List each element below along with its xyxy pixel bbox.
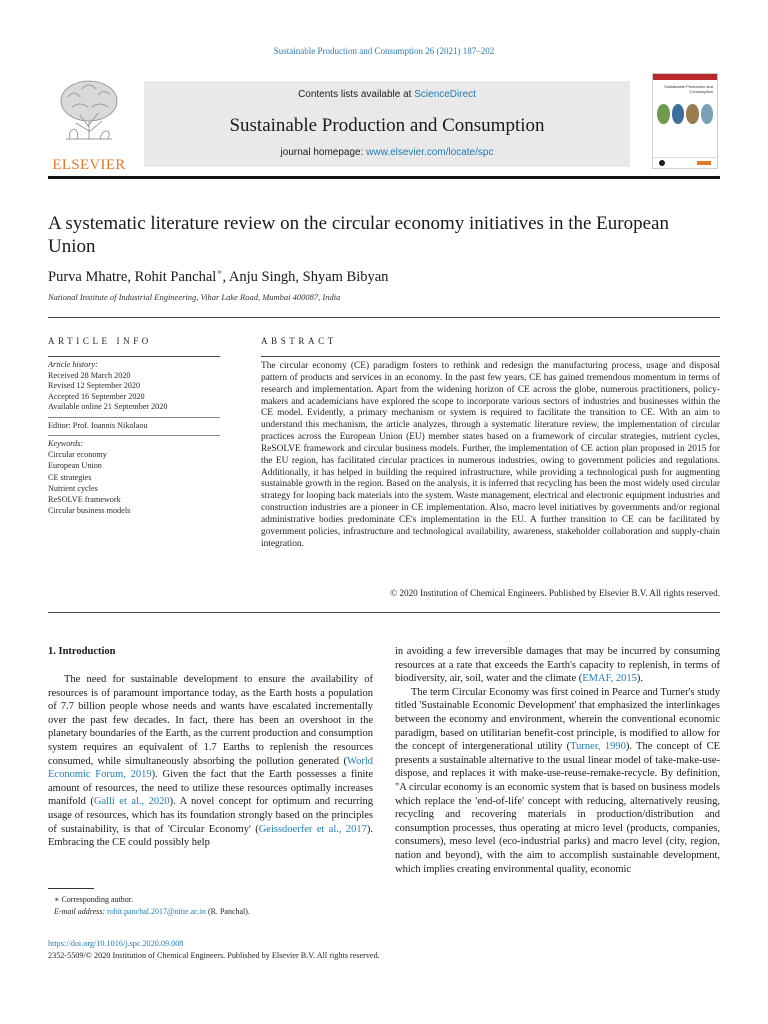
intro-paragraph-2	[395, 686, 720, 876]
cover-top-strip	[653, 74, 717, 80]
title-rule	[48, 317, 720, 318]
contents-line	[144, 89, 630, 100]
cover-image-3	[686, 104, 699, 124]
footnote-email-suffix: (R. Panchal).	[205, 906, 250, 916]
keyword-item: ReSOLVE framework	[48, 495, 121, 505]
citation-world-economic-forum[interactable]: World Economic Forum, 2019	[48, 755, 373, 781]
abstract-heading: ABSTRACT	[261, 336, 337, 346]
article-info-heading: ARTICLE INFO	[48, 336, 152, 346]
keywords-list	[48, 438, 220, 516]
homepage-line	[144, 147, 630, 158]
history-revised: Revised 12 September 2020	[48, 381, 141, 391]
keywords-label: Keywords:	[48, 439, 84, 448]
editor-line: Editor: Prof. Ioannis Nikolaou	[48, 421, 148, 430]
abstract-copyright: © 2020 Institution of Chemical Engineers. Published by Elsevier B.V. All rights reserved.	[390, 588, 720, 598]
cover-title: Sustainable Production and Consumption	[664, 84, 713, 94]
cover-image-2	[672, 104, 685, 124]
intro-text: ). The concept of CE presents a sustainable alternative to the usual linear model of take-make-use-dispose, and replaces it with make-use-reuse-remake-recycle. By definition, "A circular economy is an economic system that is based on business models which replace the 'end-of-life' concept with reducing, alternatively reusing, recycling and recovering materials in production/distribution and consumption processes, thus operating at micro level (products, companies, consumers), meso level (eco-industrial parks) and macro level (city, region, nation and beyond), with the aim to accomplish sustainable development, which implies creating environmental quality, economic	[395, 741, 721, 875]
journal-homepage-link[interactable]: www.elsevier.com/locate/spc	[366, 147, 494, 158]
cover-images	[657, 104, 713, 124]
footnote-email-label: E-mail address:	[54, 906, 106, 916]
citation-galli[interactable]: Galli et al., 2020	[93, 796, 170, 808]
footnote-mark: ∗	[54, 895, 60, 904]
authors-rest: , Anju Singh, Shyam Bibyan	[222, 268, 389, 285]
author-list	[48, 267, 648, 286]
keyword-item: Nutrient cycles	[48, 483, 98, 493]
elsevier-tree-icon	[56, 77, 122, 147]
affiliation: National Institute of Industrial Engineering, Vihar Lake Road, Mumbai 400087, India	[48, 292, 341, 302]
article-info-rule	[48, 356, 220, 357]
journal-cover-thumbnail[interactable]	[652, 73, 718, 169]
elsevier-logo[interactable]	[48, 77, 130, 171]
editor-rule	[48, 435, 220, 436]
issn-copyright: 2352-5509/© 2020 Institution of Chemical Engineers. Published by Elsevier B.V. All rights reserved.	[48, 951, 380, 960]
keyword-item: Circular business models	[48, 506, 131, 516]
author-email-link[interactable]: rohit.panchal.2017@nitie.ac.in	[107, 906, 206, 916]
intro-text: ). Embracing the CE could possibly help	[48, 823, 373, 849]
cover-image-1	[657, 104, 670, 124]
homepage-prefix: journal homepage:	[280, 147, 367, 158]
history-received: Received 28 March 2020	[48, 370, 131, 380]
footnote-corresponding	[54, 894, 354, 906]
abstract-text: The circular economy (CE) paradigm fosters to rethink and redesign the manufacturing process, usage and disposal pattern of products and services in an economy. In the past few years, CE has gained tremendous momentum in terms of research and implementation. Apart from the widening horizon of CE across the globe, numerous practitioners, policy-makers and academicians have explored the scope to incorporate various sectors of industries and businesses within the CE model. Evidently, a primary mechanism or system is required to facilitate the transition to CE. With an aim to understand this mechanism, the article analyzes, through a systematic literature review, the implementation of circular practices across the European Union (EU) member states based on a framework of circular strategies, nutrient cycles, ReSOLVE framework and circular business models. Further, the implementation of CE action plan proposed in 2015 for the EU region, has facilitated circular practices in numerous industries, owing to government policies and regulations. Additionally, it has helped in building the required infrastructure, while providing a technological push for augmenting sustainable growth in the region. Based on the analysis, it is inferred that recycling has been the most widely used circular strategy for looping back materials into the system. Waste management, electrical and electronic equipment industries and construction industries are a pioneer in CE implementation. Also, macro level initiatives by governments and/or regional administrative bodies predominate CE's implementation in the EU. A further transition to CE can be facilitated by government policies, infrastructure and technological availability, awareness, stakeholder collaboration and supply-chain integration.	[261, 361, 720, 549]
sciencedirect-link[interactable]: ScienceDirect	[414, 89, 476, 100]
footnote	[54, 894, 354, 917]
journal-banner	[144, 81, 630, 167]
cover-publisher-icon	[659, 160, 665, 166]
header-rule	[48, 176, 720, 179]
cover-brand-mark-icon	[697, 161, 711, 165]
history-rule	[48, 417, 220, 418]
article-history	[48, 360, 220, 413]
footnote-email-line	[54, 906, 354, 918]
keyword-item: CE strategies	[48, 472, 92, 482]
corresponding-author-mark[interactable]: ∗	[216, 267, 223, 277]
journal-name: Sustainable Production and Consumption	[229, 115, 545, 136]
cover-footer	[653, 157, 717, 168]
footnote-corresponding-text: Corresponding author.	[61, 895, 133, 904]
citation-geissdoerfer[interactable]: Geissdoerfer et al., 2017	[258, 823, 367, 835]
intro-text: ).	[636, 673, 643, 685]
intro-text: in avoiding a few irreversible damages that may be incurred by consuming resources at a rate that exceeds the Earth's capacity to replenish, in terms of biodiversity, air, soil, water and the climate (	[395, 646, 720, 685]
doi-link[interactable]: https://doi.org/10.1016/j.spc.2020.09.008	[48, 939, 184, 948]
keyword-item: Circular economy	[48, 450, 107, 460]
body-column-right	[395, 645, 720, 876]
history-label: Article history:	[48, 360, 98, 369]
history-online: Available online 21 September 2020	[48, 402, 168, 412]
abstract-bottom-rule	[48, 612, 720, 613]
introduction-heading: 1. Introduction	[48, 646, 116, 657]
cover-image-4	[701, 104, 714, 124]
intro-text: ). A novel concept for optimum and recurring usage of resources, which has its foundation strongly based on the principles of sustainability, is that of 'Circular Economy' (	[48, 796, 374, 835]
article-title: A systematic literature review on the circular economy initiatives in the European Union	[48, 213, 669, 257]
body-column-left	[48, 673, 373, 850]
authors-first: Purva Mhatre, Rohit Panchal	[48, 268, 217, 285]
history-accepted: Accepted 16 September 2020	[48, 391, 145, 401]
keyword-item: European Union	[48, 461, 102, 471]
intro-text: ). Given the fact that the Earth possesses a finite amount of resources, the need to utilize these resources optimally increases manifold (	[48, 769, 373, 808]
journal-header	[48, 73, 720, 177]
elsevier-wordmark: ELSEVIER	[52, 157, 126, 173]
footnote-rule	[48, 888, 94, 889]
citation-emaf[interactable]: EMAF, 2015	[582, 673, 637, 685]
intro-paragraph-1-continued	[395, 645, 720, 686]
journal-citation-link[interactable]: Sustainable Production and Consumption 26 (2021) 187–202	[273, 46, 495, 56]
intro-paragraph-1	[48, 673, 373, 850]
abstract-top-rule	[261, 356, 720, 357]
contents-prefix: Contents lists available at	[298, 89, 415, 100]
intro-text: The term Circular Economy was first coined in Pearce and Turner's study titled 'Sustainable Economic Development' that emphasized the interlinkages between the economy and environment, wherein the conventional economic paradigm, based on utilitarian benefit-cost principle, is modified to allow for the concept of intergenerational utility (	[395, 686, 720, 753]
citation-turner[interactable]: Turner, 1990	[570, 741, 626, 753]
intro-text: The need for sustainable development to ensure the availability of resources is of paramount importance today, as the Earth hosts a population of 7.7 billion people whose needs and wants have escalated incrementally over the past few decades. In fact, there has been an overshoot in the planetary boundaries of the Earth, as the current production and consumption system requires an equivalent of 1.7 Earths to replenish the resources consumed, while simultaneously absorbing the pollution generated (	[48, 674, 373, 767]
